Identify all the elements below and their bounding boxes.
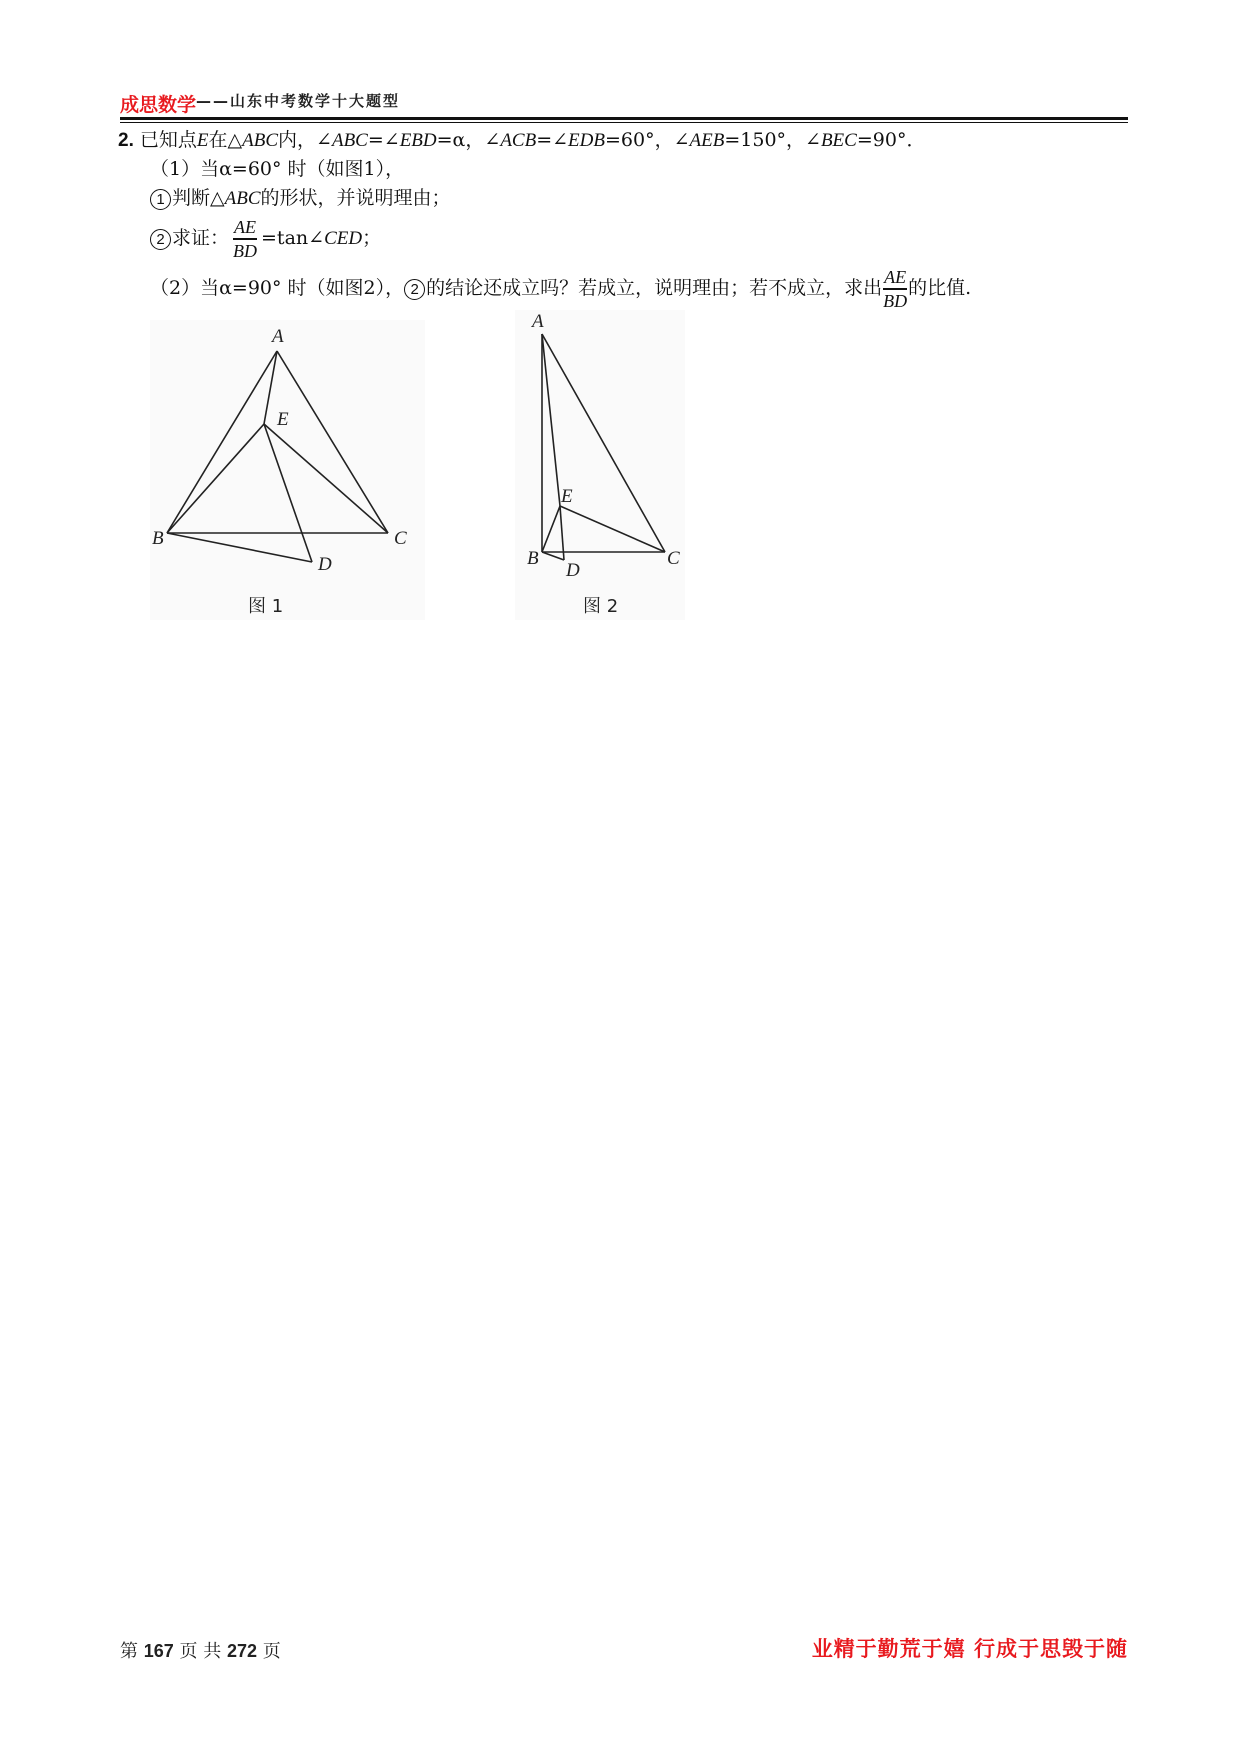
segment-bd: [167, 533, 312, 562]
figure-1-diagram: [150, 320, 425, 620]
label-d: D: [566, 560, 580, 581]
sub2-text-b: =tan∠: [261, 227, 325, 249]
segment-be: [542, 506, 560, 552]
stem-angle-bec: BEC: [820, 130, 857, 151]
sub-question-1: [150, 186, 451, 211]
figure-2: [515, 310, 685, 620]
stem-text-a: 已知点: [139, 129, 197, 151]
label-a: A: [532, 311, 544, 332]
segment-ec: [560, 506, 665, 552]
page-current: 167: [143, 1641, 174, 1661]
fraction-numerator: AE: [234, 217, 257, 238]
part2-text-c: 的比值.: [908, 277, 972, 299]
figure-2-diagram: [515, 310, 685, 620]
page-prefix: 第: [120, 1641, 144, 1662]
sub1-text-a: 判断△: [172, 187, 225, 209]
header-rule-thin: [120, 122, 1128, 123]
figure-1-caption: 图 1: [248, 596, 284, 617]
sub-question-2: [150, 214, 381, 263]
part-2-question: [150, 264, 971, 312]
fraction-bar: [883, 288, 907, 290]
stem-text-e: =∠: [367, 129, 400, 151]
figure-2-caption: 图 2: [583, 596, 619, 617]
fraction-bar: [233, 238, 257, 240]
label-d: D: [318, 554, 332, 575]
part2-text-a: （2）当α=90° 时（如图2），: [150, 277, 405, 299]
sub2-text-a: 求证：: [172, 227, 230, 249]
circled-number-2-ref: 2: [404, 279, 425, 300]
circled-number-1: 1: [150, 189, 171, 210]
part-1-heading: （1）当α=60° 时（如图1），: [150, 158, 405, 180]
stem-angle-ebd: EBD: [399, 130, 437, 151]
circled-number-2: 2: [150, 229, 171, 250]
page-header: [120, 90, 1128, 124]
problem-number: 2.: [118, 130, 134, 151]
label-e: E: [277, 409, 289, 430]
brand-title: 成思数学: [120, 94, 197, 116]
figure-1: [150, 320, 425, 620]
fraction-numerator: AE: [884, 267, 907, 288]
page-suffix: 页: [257, 1641, 281, 1662]
sub1-text-c: 的形状，并说明理由；: [260, 187, 451, 209]
stem-angle-aeb: AEB: [689, 130, 725, 151]
stem-text-i: =∠: [536, 129, 569, 151]
label-e: E: [561, 486, 573, 507]
part2-text-b: 的结论还成立吗？若成立，说明理由；若不成立，求出: [426, 277, 883, 299]
stem-point-e: E: [196, 130, 209, 151]
stem-angle-acb: ACB: [500, 130, 537, 151]
stem-text-c: 内，∠: [278, 129, 332, 151]
label-c: C: [394, 528, 407, 549]
sub2-angle-ced: CED: [324, 228, 363, 249]
label-c: C: [667, 548, 680, 569]
segment-be: [167, 424, 264, 533]
page-total: 272: [226, 1641, 257, 1661]
sub1-triangle: ABC: [224, 188, 261, 209]
stem-triangle-abc: ABC: [242, 130, 279, 151]
stem-angle-abc: ABC: [331, 130, 368, 151]
footer-motto: 业精于勤荒于嬉 行成于思毁于随: [811, 1637, 1128, 1661]
fraction-denominator: BD: [233, 240, 258, 261]
page-mid: 页 共: [173, 1641, 227, 1662]
fraction-ae-bd-2: [883, 267, 907, 311]
fraction-denominator: BD: [883, 290, 908, 311]
header-rule-thick: [120, 117, 1128, 120]
label-b: B: [152, 528, 164, 549]
segment-bd: [542, 552, 564, 560]
fraction-ae-bd: [233, 217, 257, 261]
stem-text-m: =150°，∠: [724, 129, 821, 151]
problem-stem: [118, 128, 925, 153]
stem-text-b: 在△: [208, 129, 243, 151]
label-a: A: [272, 326, 284, 347]
sub2-text-d: ；: [362, 227, 382, 249]
page-number: [120, 1637, 281, 1663]
stem-text-g: =α，∠: [436, 129, 501, 151]
series-title: ——山东中考数学十大题型: [196, 92, 401, 110]
stem-text-k: =60°，∠: [604, 129, 690, 151]
stem-angle-edb: EDB: [568, 130, 605, 151]
label-b: B: [527, 548, 539, 569]
stem-text-o: =90°．: [856, 129, 926, 151]
segment-ac: [277, 351, 388, 533]
segment-ab: [167, 351, 277, 533]
